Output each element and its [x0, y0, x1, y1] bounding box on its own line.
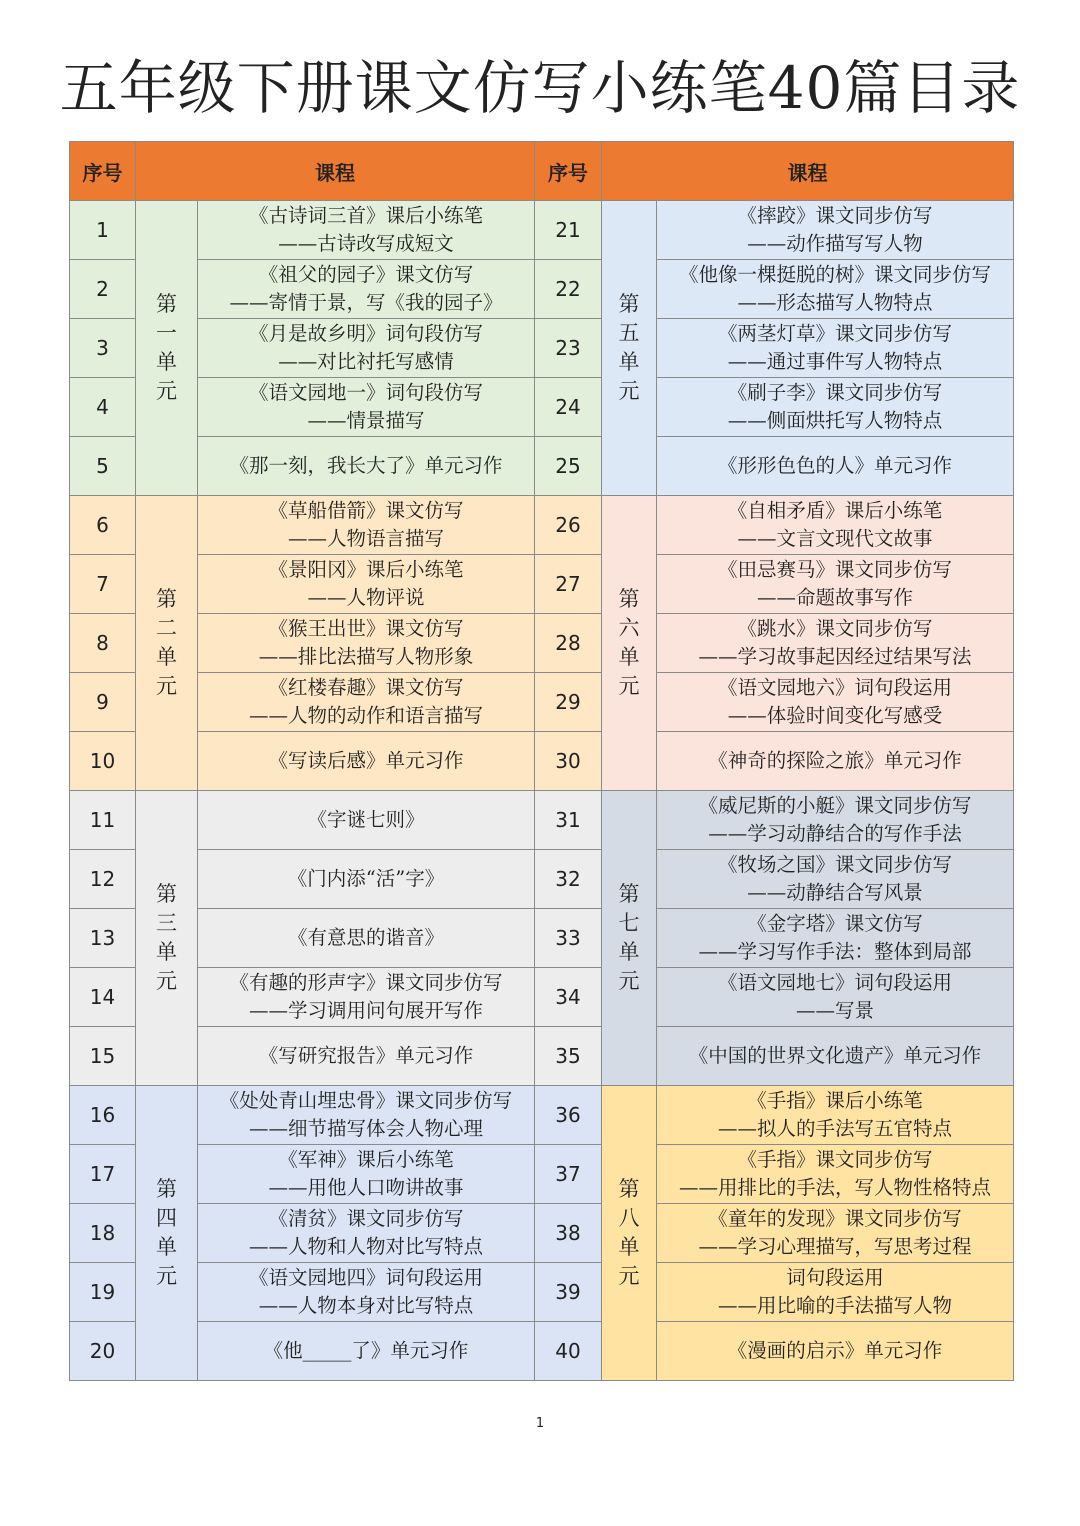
unit-label-char: 第: [618, 292, 640, 316]
course-cell: [657, 614, 1014, 673]
unit-label: [136, 791, 198, 1086]
row-number: 21: [535, 201, 602, 260]
course-cell: [657, 201, 1014, 260]
row-number: 13: [70, 909, 136, 968]
course-subtitle: ——人物和人物对比写特点: [248, 1235, 483, 1258]
course-cell: [198, 437, 535, 496]
table-row: [70, 555, 1014, 614]
row-number: 31: [535, 791, 602, 850]
row-number: 32: [535, 850, 602, 909]
row-number: 11: [70, 791, 136, 850]
course-subtitle: ——对比衬托写感情: [278, 350, 454, 373]
table-row: [70, 909, 1014, 968]
course-cell: [657, 378, 1014, 437]
table-row: [70, 791, 1014, 850]
course-title: 《军神》课后小练笔: [278, 1148, 454, 1171]
course-subtitle: ——用排比的手法，写人物性格特点: [678, 1176, 991, 1199]
row-number: 2: [70, 260, 136, 319]
course-cell: [657, 1322, 1014, 1381]
unit-label-char: 单: [156, 350, 177, 374]
row-number: 18: [70, 1204, 136, 1263]
unit-label: [602, 201, 657, 496]
course-cell: [198, 1145, 535, 1204]
course-cell: [198, 319, 535, 378]
course-cell: [198, 614, 535, 673]
row-number: 6: [70, 496, 136, 555]
table-row: [70, 732, 1014, 791]
unit-label-char: 八: [618, 1206, 640, 1230]
row-number: 20: [70, 1322, 136, 1381]
course-title: 《摔跤》课文同步仿写: [737, 204, 933, 227]
row-number: 26: [535, 496, 602, 555]
row-number: 34: [535, 968, 602, 1027]
course-subtitle: ——学习心理描写，写思考过程: [698, 1235, 972, 1258]
course-subtitle: ——人物语言描写: [287, 527, 444, 550]
course-cell: [198, 260, 535, 319]
unit-label: [136, 201, 198, 496]
course-subtitle: ——写景: [795, 999, 874, 1022]
course-title: 《牧场之国》课文同步仿写: [717, 853, 952, 876]
course-cell: [198, 1204, 535, 1263]
course-title: 《红楼春趣》课文仿写: [268, 676, 464, 699]
course-title: 《语文园地一》词句段仿写: [248, 381, 483, 404]
unit-label-char: 元: [618, 969, 640, 993]
course-title: 《两茎灯草》课文同步仿写: [717, 322, 952, 345]
course-title: 《祖父的园子》课文仿写: [258, 263, 474, 286]
unit-label-char: 单: [618, 645, 640, 669]
course-title: 《景阳冈》课后小练笔: [268, 558, 464, 581]
course-cell: [198, 732, 535, 791]
course-cell: [198, 850, 535, 909]
toc-table: [69, 141, 1014, 1381]
course-subtitle: ——学习动静结合的写作手法: [708, 822, 962, 845]
unit-label-char: 六: [618, 616, 640, 640]
page-title: 五年级下册课文仿写小练笔40篇目录: [59, 54, 1021, 122]
row-number: 7: [70, 555, 136, 614]
table-row: [70, 1322, 1014, 1381]
course-subtitle: ——情景描写: [307, 409, 425, 432]
course-title: 《门内添“活”字》: [287, 867, 445, 890]
course-title: 《字谜七则》: [307, 808, 425, 831]
course-title: 《田忌赛马》课文同步仿写: [717, 558, 952, 581]
course-title: 《形形色色的人》单元习作: [717, 454, 952, 477]
course-subtitle: ——体验时间变化写感受: [727, 704, 943, 727]
unit-label-char: 元: [618, 379, 640, 403]
table-row: [70, 378, 1014, 437]
table-row: [70, 319, 1014, 378]
row-number: 8: [70, 614, 136, 673]
unit-label-char: 元: [618, 1264, 640, 1288]
table-row: [70, 496, 1014, 555]
row-number: 3: [70, 319, 136, 378]
course-title: 《处处青山埋忠骨》课文同步仿写: [219, 1089, 513, 1112]
unit-label-char: 五: [618, 321, 640, 345]
course-cell: [657, 319, 1014, 378]
row-number: 39: [535, 1263, 602, 1322]
unit-label-char: 元: [156, 1264, 177, 1288]
course-cell: [657, 1263, 1014, 1322]
course-subtitle: ——学习故事起因经过结果写法: [698, 645, 972, 668]
unit-label-char: 元: [618, 674, 640, 698]
row-number: 9: [70, 673, 136, 732]
unit-label-char: 单: [156, 645, 177, 669]
header-course-right: 课程: [602, 142, 1014, 201]
course-subtitle: ——寄情于景，写《我的园子》: [229, 291, 503, 314]
unit-label-char: 二: [156, 616, 177, 640]
course-title: 《金字塔》课文仿写: [747, 912, 923, 935]
course-cell: [657, 732, 1014, 791]
row-number: 37: [535, 1145, 602, 1204]
row-number: 35: [535, 1027, 602, 1086]
course-subtitle: ——细节描写体会人物心理: [248, 1117, 483, 1140]
course-subtitle: ——人物的动作和语言描写: [248, 704, 483, 727]
course-title: 《清贫》课文同步仿写: [268, 1207, 464, 1230]
course-cell: [198, 555, 535, 614]
course-title: 《语文园地六》词句段运用: [717, 676, 952, 699]
course-subtitle: ——侧面烘托写人物特点: [727, 409, 943, 432]
table-row: [70, 850, 1014, 909]
row-number: 5: [70, 437, 136, 496]
course-cell: [657, 1204, 1014, 1263]
course-cell: [198, 496, 535, 555]
course-cell: [198, 673, 535, 732]
course-subtitle: ——用他人口吻讲故事: [268, 1176, 464, 1199]
course-subtitle: ——学习写作手法：整体到局部: [698, 940, 972, 963]
course-subtitle: ——动静结合写风景: [747, 881, 923, 904]
course-title: 《手指》课文同步仿写: [737, 1148, 933, 1171]
unit-label-char: 元: [156, 379, 177, 403]
course-title: 《语文园地四》词句段运用: [248, 1266, 483, 1289]
unit-label-char: 单: [156, 940, 177, 964]
row-number: 1: [70, 201, 136, 260]
row-number: 22: [535, 260, 602, 319]
course-cell: [198, 1263, 535, 1322]
course-subtitle: ——排比法描写人物形象: [258, 645, 474, 668]
course-cell: [198, 791, 535, 850]
course-cell: [657, 850, 1014, 909]
table-row: [70, 968, 1014, 1027]
header-num-left: 序号: [70, 142, 136, 201]
course-title: 《那一刻，我长大了》单元习作: [229, 454, 503, 477]
row-number: 12: [70, 850, 136, 909]
unit-label-char: 七: [618, 911, 640, 935]
unit-label: [136, 1086, 198, 1381]
header-course-left: 课程: [136, 142, 535, 201]
row-number: 30: [535, 732, 602, 791]
course-title: 《写读后感》单元习作: [268, 749, 464, 772]
page-number: 1: [535, 1416, 545, 1431]
row-number: 33: [535, 909, 602, 968]
course-title: 《童年的发现》课文同步仿写: [708, 1207, 962, 1230]
unit-label: [602, 1086, 657, 1381]
row-number: 23: [535, 319, 602, 378]
row-number: 28: [535, 614, 602, 673]
header-num-right: 序号: [535, 142, 602, 201]
table-row: [70, 1086, 1014, 1145]
course-title: 《他像一棵挺脱的树》课文同步仿写: [678, 263, 991, 286]
course-subtitle: ——用比喻的手法描写人物: [717, 1294, 952, 1317]
table-row: [70, 1145, 1014, 1204]
course-cell: [198, 1027, 535, 1086]
course-cell: [198, 1086, 535, 1145]
unit-label: [602, 791, 657, 1086]
course-cell: [657, 1086, 1014, 1145]
course-cell: [657, 791, 1014, 850]
table-row: [70, 1263, 1014, 1322]
course-title: 《跳水》课文同步仿写: [737, 617, 933, 640]
row-number: 29: [535, 673, 602, 732]
row-number: 40: [535, 1322, 602, 1381]
course-title: 《威尼斯的小艇》课文同步仿写: [698, 794, 972, 817]
course-subtitle: ——学习调用问句展开写作: [248, 999, 483, 1022]
table-row: [70, 260, 1014, 319]
course-title: 《猴王出世》课文仿写: [268, 617, 464, 640]
course-subtitle: ——命题故事写作: [756, 586, 913, 609]
row-number: 24: [535, 378, 602, 437]
course-cell: [657, 437, 1014, 496]
course-subtitle: ——古诗改写成短文: [278, 232, 454, 255]
unit-label-char: 单: [618, 1235, 640, 1259]
course-title: 《有意思的谐音》: [287, 926, 444, 949]
course-cell: [198, 378, 535, 437]
course-title: 《自相矛盾》课后小练笔: [727, 499, 943, 522]
unit-label: [602, 496, 657, 791]
course-title: 《草船借箭》课文仿写: [268, 499, 464, 522]
unit-label-char: 单: [618, 350, 640, 374]
unit-label-char: 第: [618, 882, 640, 906]
unit-label-char: 第: [156, 292, 177, 316]
course-subtitle: ——动作描写写人物: [747, 232, 923, 255]
row-number: 4: [70, 378, 136, 437]
course-title: 《写研究报告》单元习作: [258, 1044, 474, 1067]
course-title: 《中国的世界文化遗产》单元习作: [688, 1044, 982, 1067]
course-title: 《手指》课后小练笔: [747, 1089, 923, 1112]
course-cell: [198, 968, 535, 1027]
course-title: 《神奇的探险之旅》单元习作: [708, 749, 962, 772]
course-cell: [657, 1145, 1014, 1204]
course-title: 《月是故乡明》词句段仿写: [248, 322, 483, 345]
unit-label-char: 第: [156, 1177, 177, 1201]
unit-label-char: 单: [618, 940, 640, 964]
row-number: 36: [535, 1086, 602, 1145]
unit-label-char: 四: [156, 1206, 177, 1230]
unit-label-char: 第: [618, 1177, 640, 1201]
table-row: [70, 437, 1014, 496]
course-title: 《刷子李》课文同步仿写: [727, 381, 943, 404]
course-cell: [657, 555, 1014, 614]
course-cell: [198, 201, 535, 260]
unit-label: [136, 496, 198, 791]
row-number: 19: [70, 1263, 136, 1322]
course-subtitle: ——通过事件写人物特点: [727, 350, 943, 373]
course-subtitle: ——文言文现代文故事: [737, 527, 933, 550]
row-number: 25: [535, 437, 602, 496]
table-row: [70, 1027, 1014, 1086]
row-number: 10: [70, 732, 136, 791]
unit-label-char: 第: [618, 587, 640, 611]
table-row: [70, 1204, 1014, 1263]
course-title: 《语文园地七》词句段运用: [717, 971, 952, 994]
course-cell: [657, 496, 1014, 555]
course-title: 《有趣的形声字》课文同步仿写: [229, 971, 503, 994]
course-cell: [198, 909, 535, 968]
course-subtitle: ——人物本身对比写特点: [258, 1294, 474, 1317]
course-subtitle: ——人物评说: [307, 586, 425, 609]
unit-label-char: 第: [156, 882, 177, 906]
table-header-row: [70, 142, 1014, 201]
course-cell: [657, 260, 1014, 319]
table-row: [70, 614, 1014, 673]
course-title: 《他_____了》单元习作: [263, 1339, 469, 1362]
course-cell: [657, 968, 1014, 1027]
row-number: 14: [70, 968, 136, 1027]
unit-label-char: 三: [156, 911, 177, 935]
course-cell: [198, 1322, 535, 1381]
unit-label-char: 第: [156, 587, 177, 611]
row-number: 15: [70, 1027, 136, 1086]
row-number: 38: [535, 1204, 602, 1263]
course-subtitle: ——拟人的手法写五官特点: [717, 1117, 952, 1140]
unit-label-char: 元: [156, 674, 177, 698]
row-number: 27: [535, 555, 602, 614]
unit-label-char: 单: [156, 1235, 177, 1259]
course-cell: [657, 909, 1014, 968]
course-title: 词句段运用: [786, 1266, 884, 1289]
unit-label-char: 一: [156, 321, 177, 345]
course-cell: [657, 1027, 1014, 1086]
row-number: 17: [70, 1145, 136, 1204]
toc-body: [70, 201, 1014, 1381]
course-subtitle: ——形态描写人物特点: [737, 291, 933, 314]
course-title: 《漫画的启示》单元习作: [727, 1339, 943, 1362]
unit-label-char: 元: [156, 969, 177, 993]
table-row: [70, 201, 1014, 260]
course-cell: [657, 673, 1014, 732]
table-row: [70, 673, 1014, 732]
row-number: 16: [70, 1086, 136, 1145]
course-title: 《古诗词三首》课后小练笔: [248, 204, 483, 227]
